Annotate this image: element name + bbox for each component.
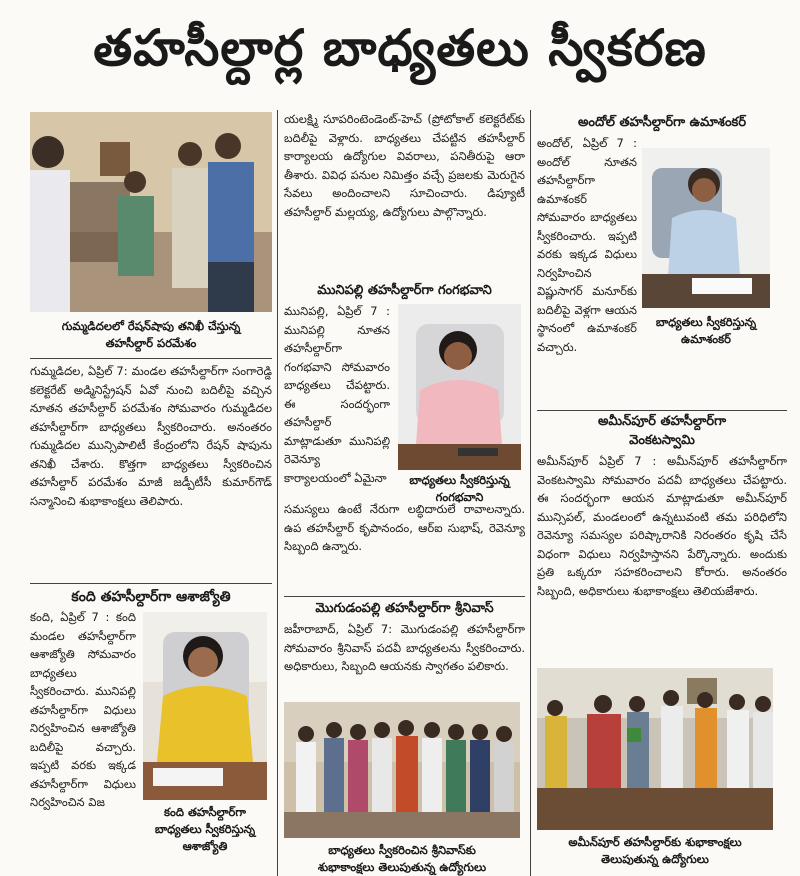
story-andol-body: అందోల్, ఏప్రిల్ 7 : అందోల్ నూతన తహసీల్దార్‌గా ఉమాశంకర్ సోమవారం బాధ్యతలు స్వీకరించారు. ఇప్పటి వరకు ఇక్కడ విధులు నిర్వహించిన విష్ణుసాగర్ మనూర్‌కు బదిలీపై వెళ్లగా ఆయన స్థానంలో ఉమాశంకర్ వచ్చారు. — [537, 136, 641, 354]
story-munipalli-body-cont: సమస్యలు ఉంటే నేరుగా లబ్ధిదారులే రావాలన్నారు. ఉప తహసీల్దార్ కృపానందం, ఆర్‌ఐ సుభాష్, రెవెన్యూ సిబ్బంది ఉన్నారు. — [284, 502, 529, 553]
divider — [30, 583, 272, 584]
photo-srinivas-felicitation — [284, 702, 520, 838]
story-gummadidala-body: గుమ్మడిదల, ఏప్రిల్ 7: మండల తహసీల్దార్‌గా సంగారెడ్డి కలెక్టరేట్ అడ్మినిస్ట్రేషన్ ఏవో నుంచి బదిలీపై వచ్చిన నూతన తహసీల్దార్ పరమేశం సోమవారం గుమ్మడిదల తహసీల్దార్‌గా బాధ్యతలు స్వీకరించారు. అనంతరం గుమ్మడిదల మున్సిపాలిటీ కేంద్రంలోని రేషన్ షాపును తనిఖీ చేశారు. కొత్తగా బాధ్యతలు స్వీకరించిన తహసీల్దార్ పరమేశం మాజీ జడ్పీటీసీ కుమార్‌గౌడ్ సన్మానించి శుభాకాంక్షలు తెలిపారు. — [30, 364, 276, 508]
photo-umashankar — [642, 148, 770, 308]
photo-ameenpur-felicitation — [537, 668, 773, 830]
story-mogudampalli-heading: మొగుడంపల్లి తహసీల్దార్‌గా శ్రీనివాస్ — [315, 601, 494, 616]
divider — [284, 596, 525, 597]
column-rule — [530, 110, 531, 876]
photo-ashajyothi — [143, 612, 267, 800]
photo-caption: కంది తహసీల్దార్‌గా బాధ్యతలు స్వీకరిస్తున్న ఆశాజ్యోతి — [154, 805, 256, 853]
story-ameenpur-heading: అమీన్‌పూర్ తహసీల్దార్‌గా వెంకటస్వామి — [597, 414, 727, 448]
photo-caption: అమీన్‌పూర్ తహసీల్దార్‌కు శుభాకాంక్షలు తెలుపుతున్న ఉద్యోగులు — [568, 835, 742, 866]
photo-caption: గుమ్మడిదలలో రేషన్‌షాపు తనిఖీ చేస్తున్న తహసీల్దార్ పరమేశం — [61, 319, 241, 350]
story-ameenpur-body: అమీన్‌పూర్ ఏప్రిల్ 7 : అమీన్‌పూర్ తహసీల్దార్‌గా వెంకటస్వామి సోమవారం పదవీ బాధ్యతలు చేపట్టారు. ఈ సందర్భంగా ఆయన మాట్లాడుతూ అమీన్‌పూర్ మున్సిపల్, మండలంలో ఉన్నటువంటి తమ పరిధిలోని రెవెన్యూ సమస్యల పరిష్కారానికి నిరంతరం కృషి చేసే విధంగా విధులు నిర్వహిస్తానని పేర్కొన్నారు. అందుకు ప్రతి ఒక్కరూ సహకరించాలని కోరారు. అనంతరం సిబ్బంది, అధికారులు శుభాకాంక్షలు తెలియజేశారు. — [537, 454, 791, 598]
story-mogudampalli-body: జహీరాబాద్, ఏప్రిల్ 7: మొగుడంపల్లి తహసీల్దార్‌గా సోమవారం శ్రీనివాస్ పదవీ బాధ్యతలను స్వీకరించారు. అధికారులు, సిబ్బంది ఆయనకు స్వాగతం పలికారు. — [284, 622, 529, 673]
story-munipalli-body: మునిపల్లి, ఏప్రిల్ 7 : మునిపల్లి నూతన తహసీల్దార్‌గా గంగభవాని సోమవారం బాధ్యతలు చేపట్టారు. ఈ సందర్భంగా తహసీల్దార్ మాట్లాడుతూ మునిపల్లి రెవెన్యూ కార్యాలయంలో ఏమైనా — [284, 304, 394, 485]
headline: తహసీల్దార్ల బాధ్యతలు స్వీకరణ — [93, 19, 707, 77]
photo-caption: బాధ్యతలు స్వీకరిస్తున్న గంగభవాని — [409, 473, 510, 504]
photo-gangabhavani — [398, 304, 521, 470]
divider — [30, 358, 272, 359]
story-kandi-continued: యలక్ష్మి సూపరింటెండెంట్-హెచ్ (ప్రోటోకాల్ కలెక్టరేట్‌కు బదిలీపై వెళ్లారు. బాధ్యతలు చేపట్టిన తహసీల్దార్ కార్యాలయ ఉద్యోగుల వివరాలు, పనితీరుపై ఆరా తీశారు. వివిధ పనుల నిమిత్తం వచ్చే ప్రజలకు మెరుగైన సేవలు అందించాలని సూచించారు. డిప్యూటీ తహసీల్దార్ మల్లయ్య, ఉద్యోగులు పాల్గొన్నారు. — [284, 112, 529, 219]
story-kandi-heading: కంది తహసీల్దార్‌గా ఆశాజ్యోతి — [71, 589, 231, 605]
story-kandi-body: కంది, ఏప్రిల్ 7 : కంది మండల తహసీల్దార్‌గా ఆశాజ్యోతి సోమవారం బాధ్యతలు స్వీకరించారు. మునిపల్లి తహసీల్దార్‌గా విధులు నిర్వహించిన ఆశాజ్యోతి బదిలీపై వచ్చారు. ఇప్పటి వరకు ఇక్కడ తహసీల్దార్‌గా విధులు నిర్వహించిన విజ — [30, 610, 140, 809]
story-andol-heading: అందోల్ తహసీల్దార్‌గా ఉమాశంకర్ — [577, 115, 747, 130]
photo-caption: బాధ్యతలు స్వీకరించిన శ్రీనివాస్‌కు శుభాకాంక్షలు తెలుపుతున్న ఉద్యోగులు — [317, 843, 487, 874]
column-rule — [277, 110, 278, 876]
story-munipalli-heading: మునిపల్లి తహసీల్దార్‌గా గంగభవాని — [317, 283, 492, 298]
photo-caption: బాధ్యతలు స్వీకరిస్తున్న ఉమాశంకర్ — [655, 315, 757, 346]
divider — [537, 410, 787, 411]
photo-ration-shop-inspection — [30, 112, 272, 312]
